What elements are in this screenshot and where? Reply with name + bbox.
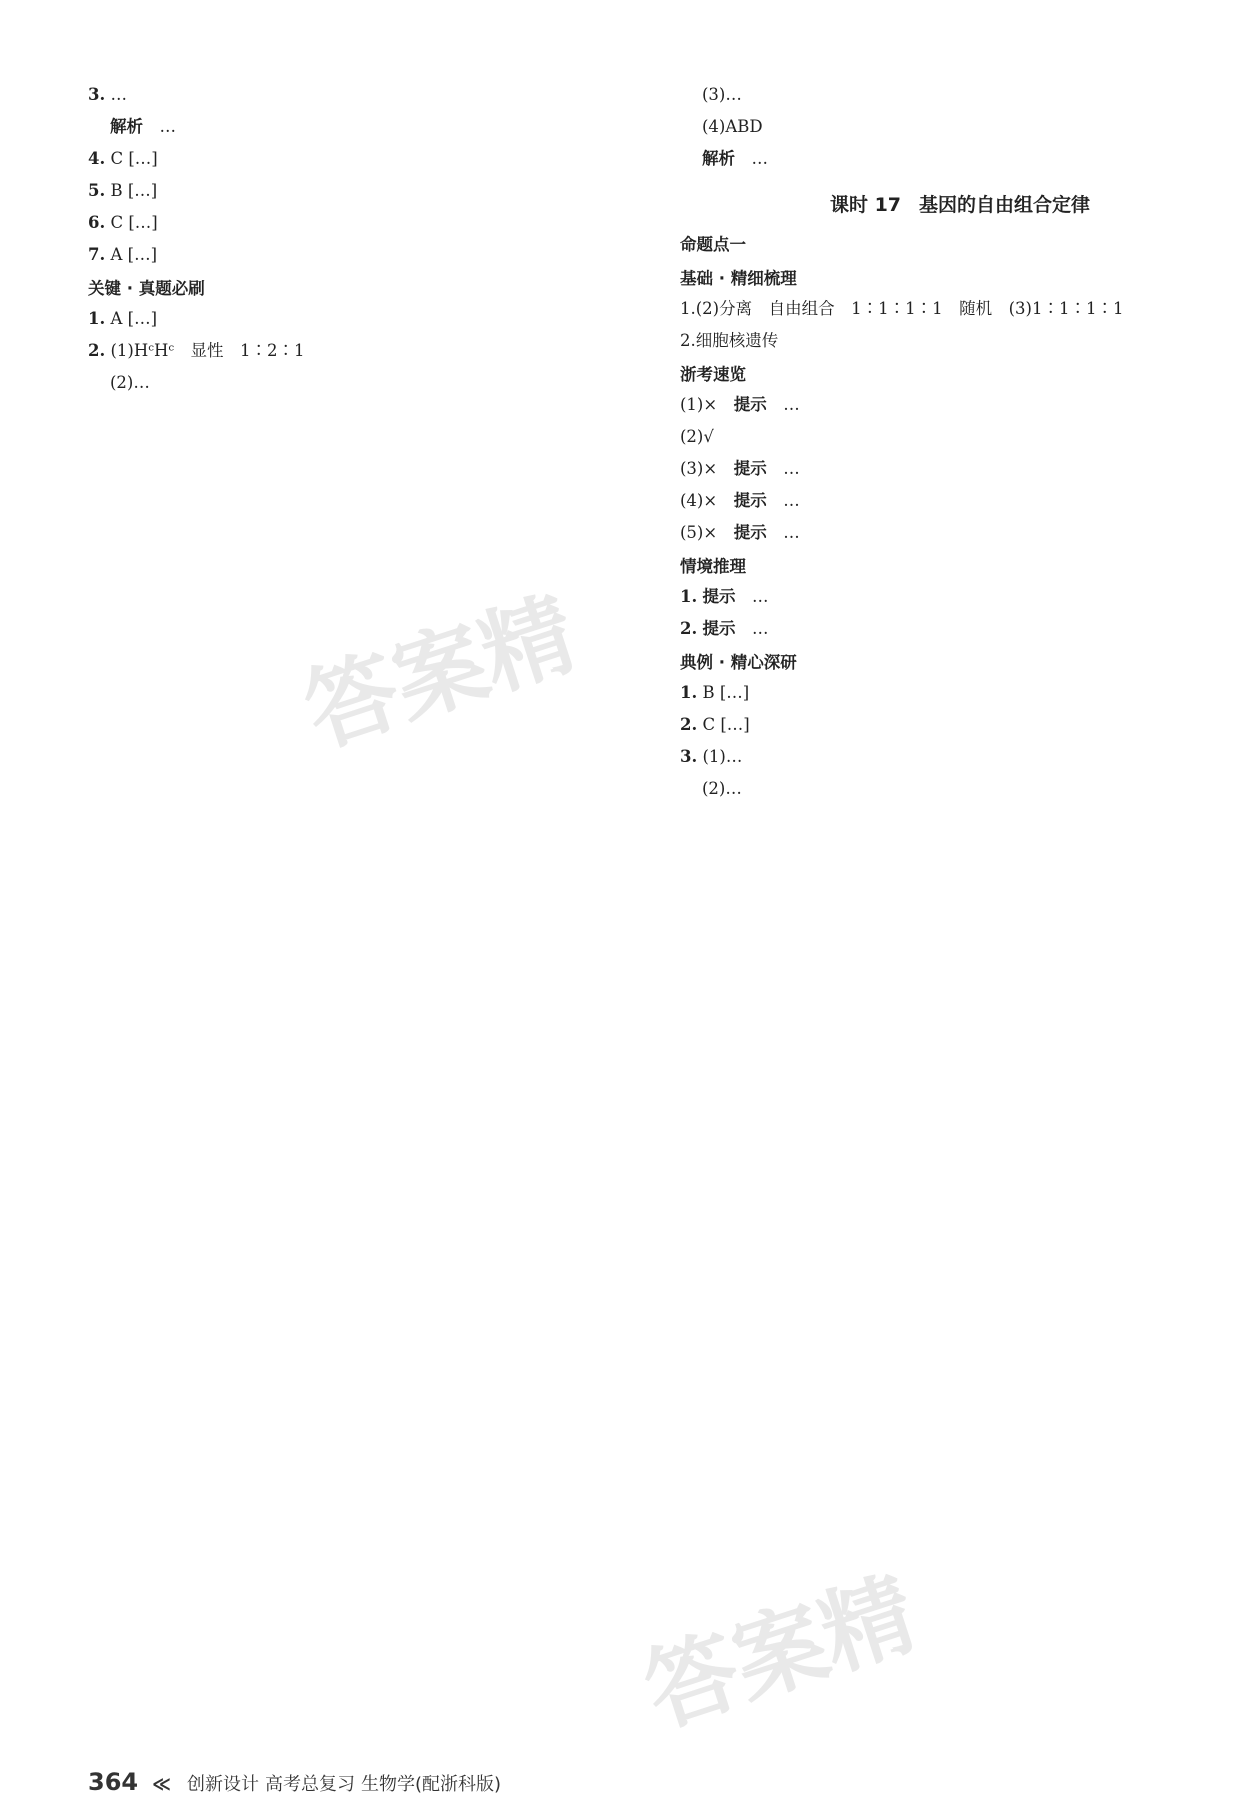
basic-item-2: 2.细胞核遗传 bbox=[680, 331, 779, 350]
example-item-2: 2. C […] bbox=[680, 715, 750, 734]
page-footer bbox=[88, 1768, 501, 1796]
reason-item-1: 1. 提示 … bbox=[680, 587, 769, 606]
item-7: 7. A […] bbox=[88, 245, 158, 264]
book-subject: 生物学(配浙科版) bbox=[360, 1774, 501, 1795]
key-item-2-analysis: 解析 … bbox=[702, 149, 768, 168]
quick-item-4: (4)× 提示 … bbox=[680, 491, 800, 510]
lesson-title: 课时 17 基因的自由组合定律 bbox=[829, 194, 1091, 216]
chevron-left-icon: ≪ bbox=[152, 1774, 171, 1795]
page-number: 364 bbox=[88, 1768, 139, 1796]
item-3: 3. … bbox=[88, 85, 127, 104]
key-item-2-part-2: (2)… bbox=[110, 373, 150, 392]
item-4: 4. C […] bbox=[88, 149, 158, 168]
left-column bbox=[88, 80, 648, 1770]
item-6: 6. C […] bbox=[88, 213, 158, 232]
key-item-2-part-4: (4)ABD bbox=[702, 117, 763, 136]
example-item-3-part-2: (2)… bbox=[702, 779, 742, 798]
book-title: 创新设计 bbox=[186, 1774, 259, 1795]
quick-item-1: (1)× 提示 … bbox=[680, 395, 800, 414]
watermark-right: 答案精 bbox=[632, 1559, 929, 1747]
key-item-2-part-3: (3)… bbox=[702, 85, 742, 104]
section-basic: 基础 · 精细梳理 bbox=[680, 269, 797, 288]
basic-item-1: 1.(2)分离 自由组合 1∶1∶1∶1 随机 (3)1∶1∶1∶1 bbox=[680, 299, 1124, 318]
quick-item-3: (3)× 提示 … bbox=[680, 459, 800, 478]
key-item-2: 2. (1)HᶜHᶜ 显性 1∶2∶1 bbox=[88, 341, 305, 360]
section-key-questions: 关键 · 真题必刷 bbox=[88, 279, 205, 298]
section-quick-review: 浙考速览 bbox=[680, 365, 746, 384]
section-reasoning: 情境推理 bbox=[680, 557, 746, 576]
quick-item-2: (2)√ bbox=[680, 427, 714, 446]
reason-item-2: 2. 提示 … bbox=[680, 619, 769, 638]
watermark-left: 答案精 bbox=[292, 579, 589, 767]
book-series: 高考总复习 bbox=[264, 1774, 355, 1795]
item-3-analysis: 解析 … bbox=[110, 117, 176, 136]
key-item-1: 1. A […] bbox=[88, 309, 158, 328]
item-5: 5. B […] bbox=[88, 181, 158, 200]
quick-item-5: (5)× 提示 … bbox=[680, 523, 800, 542]
topic-heading: 命题点一 bbox=[680, 235, 746, 254]
right-column bbox=[680, 80, 1240, 1770]
example-item-3: 3. (1)… bbox=[680, 747, 743, 766]
example-item-1: 1. B […] bbox=[680, 683, 750, 702]
section-examples: 典例 · 精心深研 bbox=[680, 653, 797, 672]
